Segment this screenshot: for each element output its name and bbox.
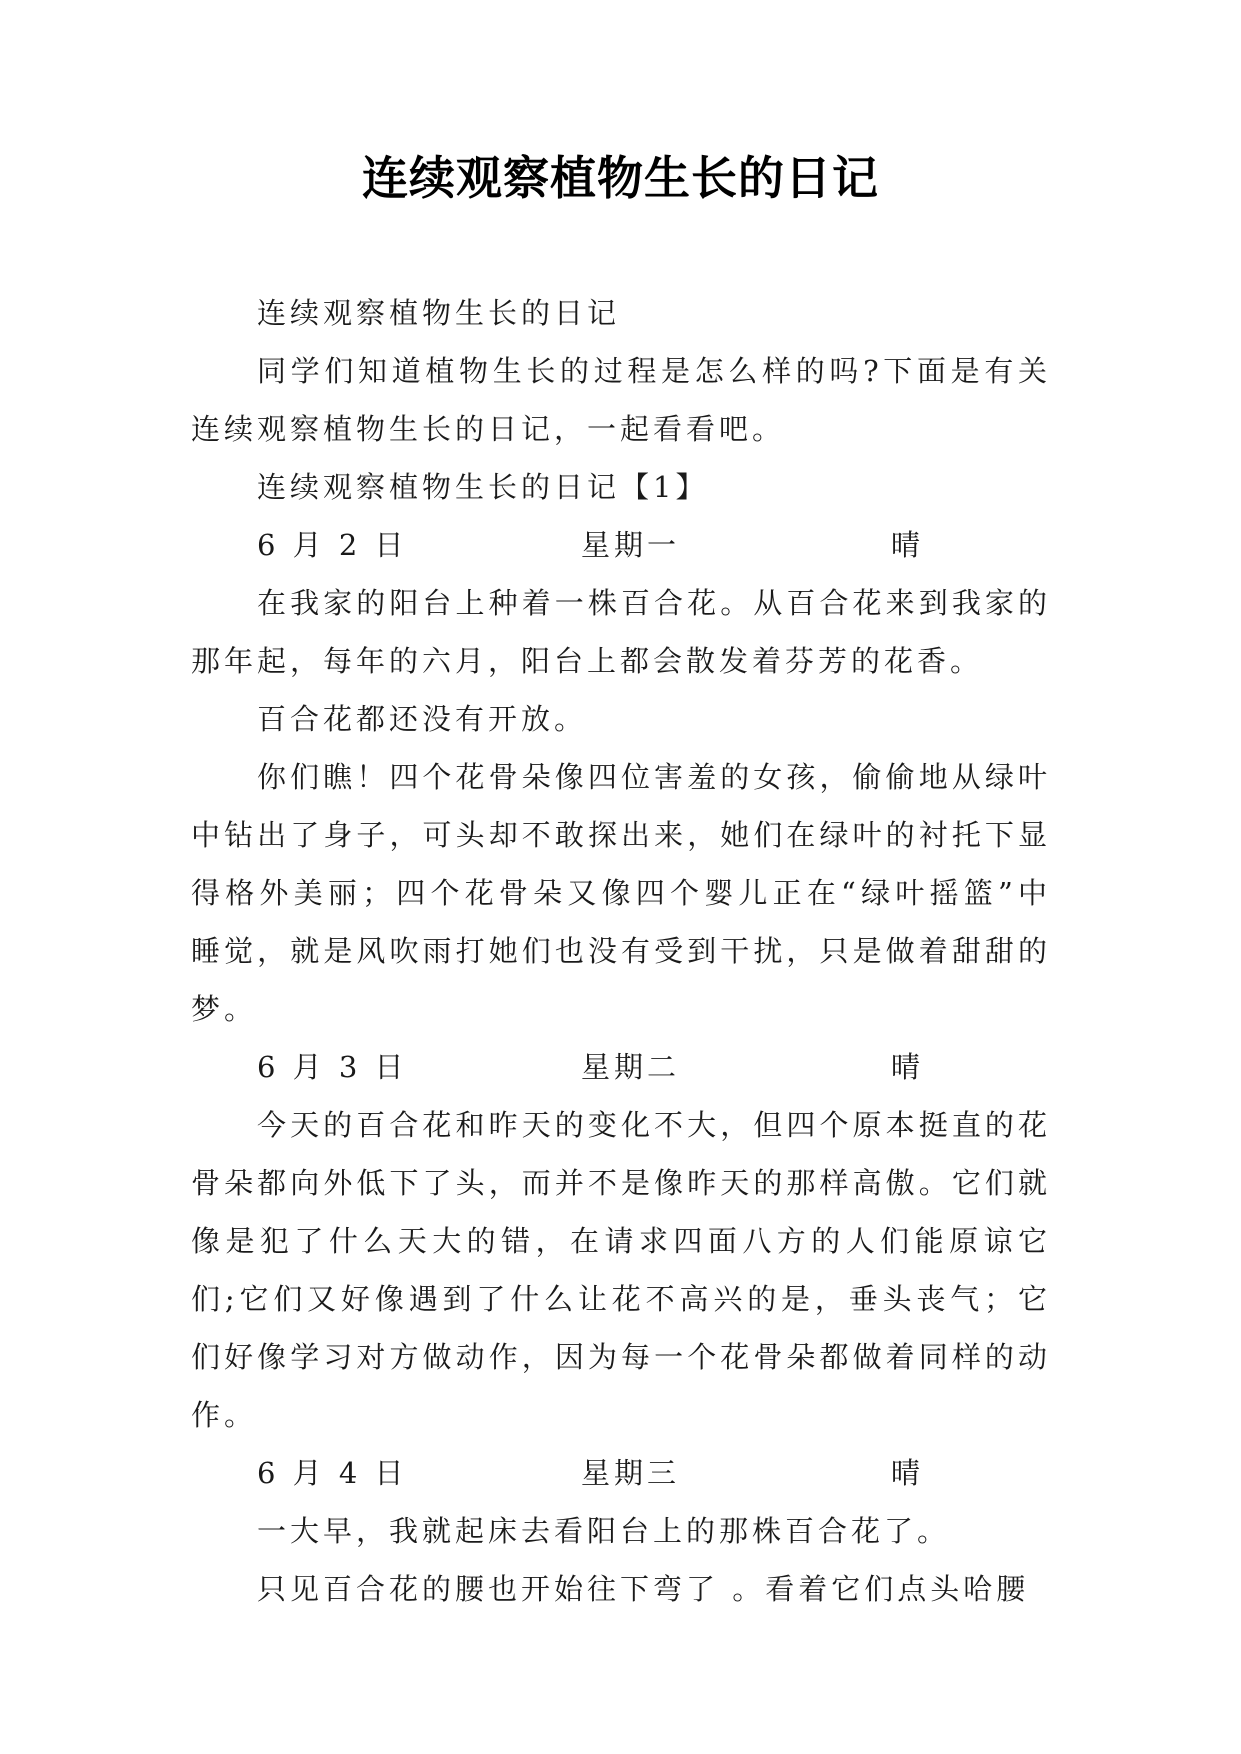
- entry-weather: 晴: [891, 1456, 925, 1490]
- entry-weekday: 星期三: [581, 1456, 681, 1490]
- document-subtitle: 连续观察植物生长的日记: [257, 296, 621, 330]
- entry-date: 6 月 4 日: [257, 1456, 408, 1490]
- entry-weekday: 星期一: [581, 528, 681, 562]
- entry-paragraph: 百合花都还没有开放。: [257, 702, 588, 736]
- entry-date-line: [191, 516, 1051, 574]
- entry-weather: 晴: [891, 1050, 925, 1084]
- entry-weekday: 星期二: [581, 1050, 681, 1084]
- entry-paragraph: 今天的百合花和昨天的变化不大，但四个原本挺直的花骨朵都向外低下了头，而并不是像昨天的那样高傲。它们就像是犯了什么天大的错，在请求四面八方的人们能原谅它们;它们又好像遇到了什么让花不高兴的是，垂头丧气；它们好像学习对方做动作，因为每一个花骨朵都做着同样的动作。: [191, 1108, 1051, 1432]
- entry-date-line: [191, 1444, 1051, 1502]
- section-heading: 连续观察植物生长的日记【1】: [257, 470, 709, 504]
- entry-paragraph: 在我家的阳台上种着一株百合花。从百合花来到我家的那年起，每年的六月，阳台上都会散发着芬芳的花香。: [191, 586, 1051, 678]
- entry-date: 6 月 2 日: [257, 528, 408, 562]
- entry-paragraph: 你们瞧！四个花骨朵像四位害羞的女孩，偷偷地从绿叶中钻出了身子，可头却不敢探出来，她们在绿叶的衬托下显得格外美丽；四个花骨朵又像四个婴儿正在“绿叶摇篮”中睡觉，就是风吹雨打她们也没有受到干扰，只是做着甜甜的梦。: [191, 760, 1051, 1026]
- intro-paragraph: 同学们知道植物生长的过程是怎么样的吗?下面是有关连续观察植物生长的日记，一起看看吧。: [191, 354, 1051, 446]
- entry-weather: 晴: [891, 528, 925, 562]
- entry-paragraph: 只见百合花的腰也开始往下弯了 。看着它们点头哈腰: [257, 1572, 1030, 1606]
- entry-date-line: [191, 1038, 1051, 1096]
- document-body: [191, 284, 1051, 1618]
- document-title: 连续观察植物生长的日记: [362, 151, 879, 205]
- entry-date: 6 月 3 日: [257, 1050, 408, 1084]
- entry-paragraph: 一大早，我就起床去看阳台上的那株百合花了。: [257, 1514, 951, 1548]
